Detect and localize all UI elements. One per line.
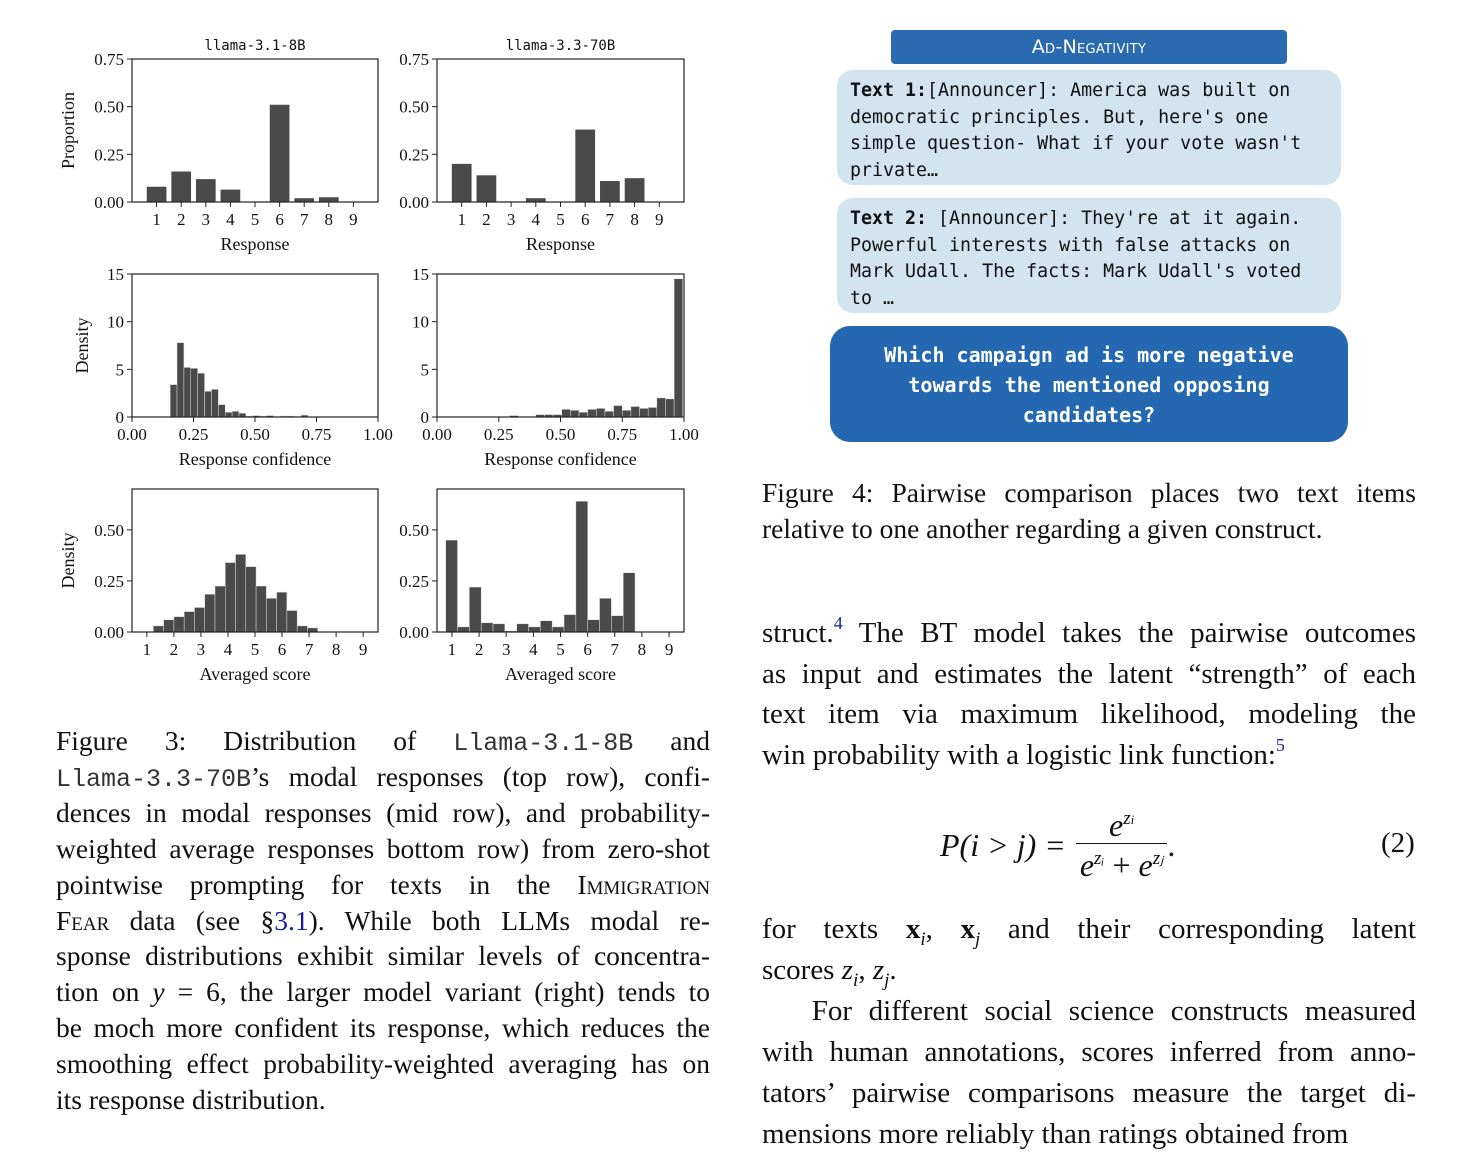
text-1-content: [Announcer]: America was built on democratic principles. But, here's one simple question- What if your vote wasn't private… <box>850 80 1301 181</box>
histogram-bar <box>657 398 666 417</box>
axes-frame <box>132 59 378 202</box>
y-tick-label: 15 <box>107 265 124 284</box>
histogram-bar <box>631 407 640 417</box>
chart-panel-5 <box>58 489 378 684</box>
x-tick-label: 6 <box>278 640 287 659</box>
x-tick-label: 9 <box>655 210 664 229</box>
histogram-bar <box>191 368 198 417</box>
histogram-bar <box>184 612 194 632</box>
text-span: . <box>889 954 896 986</box>
x-tick-label: 8 <box>638 640 647 659</box>
histogram-bar <box>297 626 307 632</box>
histogram-bar <box>194 607 204 632</box>
x-tick-label: 6 <box>583 640 592 659</box>
histogram-bar <box>576 501 588 632</box>
y-tick-label: 0.25 <box>94 572 124 591</box>
histogram-bar <box>218 405 225 417</box>
y-tick-label: 0.50 <box>94 521 124 540</box>
x-tick-label: 4 <box>529 640 538 659</box>
histogram-bar <box>648 407 657 417</box>
text-span: be moch more confident its response, which reduces the <box>56 1012 710 1043</box>
x-tick-label: 0.00 <box>117 425 147 444</box>
text-span: weighted average responses bottom row) from zero-shot <box>56 833 710 864</box>
histogram-bar <box>246 567 256 632</box>
histogram-bar <box>153 626 163 632</box>
text-span: z <box>842 954 853 986</box>
bar <box>575 130 595 202</box>
text-span: = 6, the larger model variant (right) tends to <box>165 976 710 1007</box>
histogram-bar <box>232 411 239 417</box>
chart-panel-4 <box>412 265 699 469</box>
x-tick-label: 5 <box>251 640 260 659</box>
histogram-bar <box>170 385 177 417</box>
text-span: x <box>906 913 921 945</box>
histogram-bar <box>622 410 631 417</box>
text-span: , <box>926 913 961 945</box>
x-tick-label: 1 <box>448 640 457 659</box>
x-tick-label: 3 <box>502 640 511 659</box>
x-tick-label: 7 <box>305 640 314 659</box>
chart-title: llama-3.3-70B <box>506 38 616 54</box>
text-line <box>762 735 1416 775</box>
subscript: j <box>884 970 889 991</box>
text-span: Figure 4: Pairwise comparison places two text items <box>762 477 1416 508</box>
text-span: scores <box>762 954 842 986</box>
text-span: For different social science constructs measured <box>762 995 1416 1027</box>
histogram-bar <box>205 594 215 632</box>
text-line <box>56 1046 710 1082</box>
x-tick-label: 2 <box>177 210 186 229</box>
y-axis-label: Proportion <box>58 92 78 169</box>
x-tick-label: 7 <box>606 210 615 229</box>
y-tick-label: 0.00 <box>399 623 429 642</box>
x-tick-label: 7 <box>300 210 309 229</box>
axes-frame <box>437 274 684 417</box>
histogram-bar <box>562 409 571 417</box>
histogram-bar <box>600 598 612 632</box>
x-tick-label: 1 <box>457 210 466 229</box>
y-tick-label: 0.25 <box>399 145 429 164</box>
text-span: and their corresponding latent <box>980 913 1416 945</box>
histogram-bar <box>236 554 246 632</box>
x-tick-label: 3 <box>507 210 516 229</box>
equation-numerator: $e^{zi}$ <box>1109 807 1134 843</box>
histogram-bar <box>665 399 674 417</box>
text-line <box>762 654 1416 694</box>
histogram-bar <box>588 409 597 417</box>
text-span: data (see § <box>109 905 274 936</box>
histogram-bar <box>211 389 218 417</box>
text-span: tators’ pairwise comparisons measure the target di- <box>762 1077 1416 1109</box>
x-tick-label: 0.75 <box>302 425 332 444</box>
x-tick-label: 0.75 <box>607 425 637 444</box>
text-span: dences in modal responses (mid row), and probability- <box>56 797 710 828</box>
text-span: x <box>960 913 975 945</box>
x-tick-label: 9 <box>349 210 358 229</box>
footnote-link[interactable]: 5 <box>1276 735 1285 755</box>
y-tick-label: 0.25 <box>94 145 124 164</box>
text-2-content: [Announcer]: They're at it again. Powerful interests with false attacks on Mark Udall. The facts: Mark Udall's voted to … <box>850 208 1301 309</box>
histogram-bar <box>198 373 205 417</box>
equation-lhs: P(i > j) = <box>940 827 1066 864</box>
histogram-bar <box>215 586 225 632</box>
subscript: j <box>975 929 980 950</box>
text-span: mensions more reliably than ratings obtained from <box>762 1118 1348 1150</box>
text-line <box>762 991 1416 1031</box>
y-tick-label: 10 <box>412 313 429 332</box>
figure-4-text-1-box <box>837 70 1341 185</box>
x-tick-label: 5 <box>251 210 260 229</box>
y-tick-label: 0.50 <box>399 521 429 540</box>
x-tick-label: 0.25 <box>179 425 209 444</box>
histogram-bar <box>596 408 605 417</box>
histogram-bar <box>287 611 297 632</box>
histogram-bar <box>640 408 649 417</box>
bar <box>196 179 216 202</box>
figure-3-charts <box>0 0 720 700</box>
axes-frame <box>437 59 684 202</box>
text-span: Figure 3: Distribution of <box>56 725 453 756</box>
text-span: The BT model takes the pairwise outcomes <box>843 617 1416 649</box>
histogram-bar <box>266 598 276 632</box>
figure-4-header: Ad-Negativity <box>891 30 1287 64</box>
y-tick-label: 0.75 <box>399 50 429 69</box>
text-line <box>56 723 710 759</box>
text-span: tion on <box>56 976 152 1007</box>
equation-period: . <box>1167 827 1175 864</box>
bar <box>452 164 472 202</box>
x-tick-label: 1.00 <box>363 425 393 444</box>
histogram-bar <box>579 412 588 417</box>
y-tick-label: 5 <box>421 360 430 379</box>
histogram-bar <box>225 563 235 632</box>
footnote-link[interactable]: 4 <box>834 613 843 633</box>
figure-4-text-2-box <box>837 198 1341 313</box>
y-tick-label: 10 <box>107 313 124 332</box>
text-span: for texts <box>762 913 906 945</box>
histogram-bar <box>177 343 184 417</box>
chart-panel-2 <box>399 38 684 254</box>
text-span: text item via maximum likelihood, modeling the <box>762 698 1416 730</box>
subscript: i <box>853 970 858 991</box>
x-tick-label: 1 <box>152 210 161 229</box>
x-tick-label: 5 <box>556 210 565 229</box>
chart-title: llama-3.1-8B <box>204 38 305 54</box>
equation-number: (2) <box>1381 827 1415 860</box>
text-span: sponse distributions exhibit similar levels of concentra- <box>56 940 710 971</box>
histogram-bar <box>605 411 614 417</box>
y-tick-label: 0.00 <box>94 623 124 642</box>
text-span: , <box>858 954 873 986</box>
text-1-label: Text 1: <box>850 80 927 101</box>
text-span: Llama-3.3-70B <box>56 765 251 794</box>
y-tick-label: 0.50 <box>399 98 429 117</box>
text-line <box>762 950 1416 990</box>
histogram-bar <box>164 620 174 632</box>
histogram-bar <box>469 587 481 632</box>
text-line <box>762 1032 1416 1072</box>
equation-2 <box>940 805 1175 885</box>
x-tick-label: 8 <box>325 210 334 229</box>
text-span: struct. <box>762 617 834 649</box>
x-tick-label: 9 <box>665 640 674 659</box>
x-tick-label: 0.50 <box>240 425 270 444</box>
x-axis-label: Response <box>221 234 290 254</box>
axes-frame <box>132 274 378 417</box>
y-tick-label: 0 <box>116 408 125 427</box>
text-span: with human annotations, scores inferred from anno- <box>762 1036 1416 1068</box>
text-line <box>56 831 710 867</box>
bar <box>221 190 241 202</box>
x-tick-label: 1 <box>143 640 152 659</box>
text-line <box>56 867 710 903</box>
x-tick-label: 6 <box>275 210 284 229</box>
text-span: z <box>873 954 884 986</box>
y-axis-label: Density <box>72 318 92 374</box>
text-line <box>762 694 1416 734</box>
bar <box>319 197 339 202</box>
chart-panel-3 <box>72 265 393 469</box>
x-tick-label: 8 <box>332 640 341 659</box>
text-line <box>56 974 710 1010</box>
x-tick-label: 3 <box>202 210 211 229</box>
y-tick-label: 0.00 <box>94 193 124 212</box>
subscript: i <box>920 929 925 950</box>
histogram-bar <box>570 410 579 417</box>
text-span: win probability with a logistic link function: <box>762 739 1276 771</box>
histogram-bar <box>481 623 493 632</box>
x-tick-label: 9 <box>359 640 368 659</box>
x-tick-label: 5 <box>556 640 565 659</box>
x-tick-label: 2 <box>170 640 179 659</box>
x-axis-label: Averaged score <box>505 664 616 684</box>
text-line <box>762 1114 1416 1154</box>
y-tick-label: 5 <box>116 360 125 379</box>
x-tick-label: 4 <box>224 640 233 659</box>
histogram-bar <box>256 586 266 632</box>
histogram-bar <box>564 615 576 632</box>
histogram-bar <box>225 412 232 417</box>
text-line <box>762 511 1416 547</box>
x-tick-label: 4 <box>226 210 235 229</box>
x-tick-label: 6 <box>581 210 590 229</box>
equation-denominator: $e^{zᵢ} + e^{zⱼ}$ <box>1076 843 1168 884</box>
x-tick-label: 8 <box>630 210 639 229</box>
x-tick-label: 2 <box>482 210 491 229</box>
text-line <box>56 938 710 974</box>
text-line <box>762 1073 1416 1113</box>
y-tick-label: 0.00 <box>399 193 429 212</box>
text-span: Llama-3.1-8B <box>453 729 633 758</box>
x-tick-label: 2 <box>475 640 484 659</box>
x-tick-label: 7 <box>611 640 620 659</box>
bar <box>477 175 497 202</box>
y-tick-label: 0 <box>421 408 430 427</box>
text-line <box>56 759 710 795</box>
y-axis-label: Density <box>58 533 78 589</box>
text-span: pointwise prompting for texts in the <box>56 869 577 900</box>
x-tick-label: 0.50 <box>546 425 576 444</box>
text-span: its response distribution. <box>56 1084 326 1115</box>
histogram-bar <box>184 367 191 417</box>
x-tick-label: 1.00 <box>669 425 699 444</box>
text-span: ’s modal responses (top row), confi- <box>251 761 710 792</box>
text-span: smoothing effect probability-weighted averaging has on <box>56 1048 710 1079</box>
y-tick-label: 15 <box>412 265 429 284</box>
bar <box>600 181 620 202</box>
histogram-bar <box>529 627 541 632</box>
histogram-bar <box>674 279 683 417</box>
histogram-bar <box>458 627 470 632</box>
text-line <box>56 1010 710 1046</box>
y-tick-label: 0.25 <box>399 572 429 591</box>
y-tick-label: 0.75 <box>94 50 124 69</box>
text-2-label: Text 2: <box>850 208 927 229</box>
histogram-bar <box>614 406 623 417</box>
text-line <box>762 613 1416 653</box>
bar <box>270 105 290 202</box>
text-span: Immigration <box>577 869 710 900</box>
histogram-bar <box>174 617 184 632</box>
histogram-bar <box>552 627 564 632</box>
y-tick-label: 0.50 <box>94 98 124 117</box>
x-axis-label: Averaged score <box>199 664 310 684</box>
section-link[interactable]: 3.1 <box>274 905 308 936</box>
text-line <box>56 903 710 939</box>
histogram-bar <box>446 540 458 632</box>
bar <box>171 171 191 202</box>
histogram-bar <box>205 391 212 417</box>
histogram-bar <box>307 628 317 632</box>
histogram-bar <box>493 624 505 632</box>
x-tick-label: 3 <box>197 640 206 659</box>
text-line <box>56 1082 710 1118</box>
text-span: Fear <box>56 905 109 936</box>
text-line <box>762 475 1416 511</box>
histogram-bar <box>540 621 552 632</box>
bar <box>625 178 645 202</box>
equation-fraction <box>1076 807 1168 884</box>
x-tick-label: 0.25 <box>484 425 514 444</box>
text-line <box>56 795 710 831</box>
figure-4-question: Which campaign ad is more negative towards the mentioned opposing candidates? <box>830 326 1348 442</box>
text-span: and <box>633 725 710 756</box>
chart-panel-1 <box>58 38 378 254</box>
text-span: ). While both LLMs modal re- <box>309 905 710 936</box>
x-axis-label: Response confidence <box>484 449 636 469</box>
text-span: relative to one another regarding a given construct. <box>762 513 1322 544</box>
bar <box>147 187 167 202</box>
x-axis-label: Response <box>526 234 595 254</box>
histogram-bar <box>611 616 623 632</box>
text-span: as input and estimates the latent “strength” of each <box>762 658 1416 690</box>
histogram-bar <box>588 620 600 632</box>
histogram-bar <box>517 624 529 632</box>
text-span: y <box>152 976 164 1007</box>
histogram-bar <box>277 592 287 632</box>
chart-panel-6 <box>399 489 684 684</box>
x-tick-label: 0.00 <box>422 425 452 444</box>
x-tick-label: 4 <box>532 210 541 229</box>
text-line <box>762 909 1416 949</box>
histogram-bar <box>623 573 635 632</box>
x-axis-label: Response confidence <box>179 449 331 469</box>
